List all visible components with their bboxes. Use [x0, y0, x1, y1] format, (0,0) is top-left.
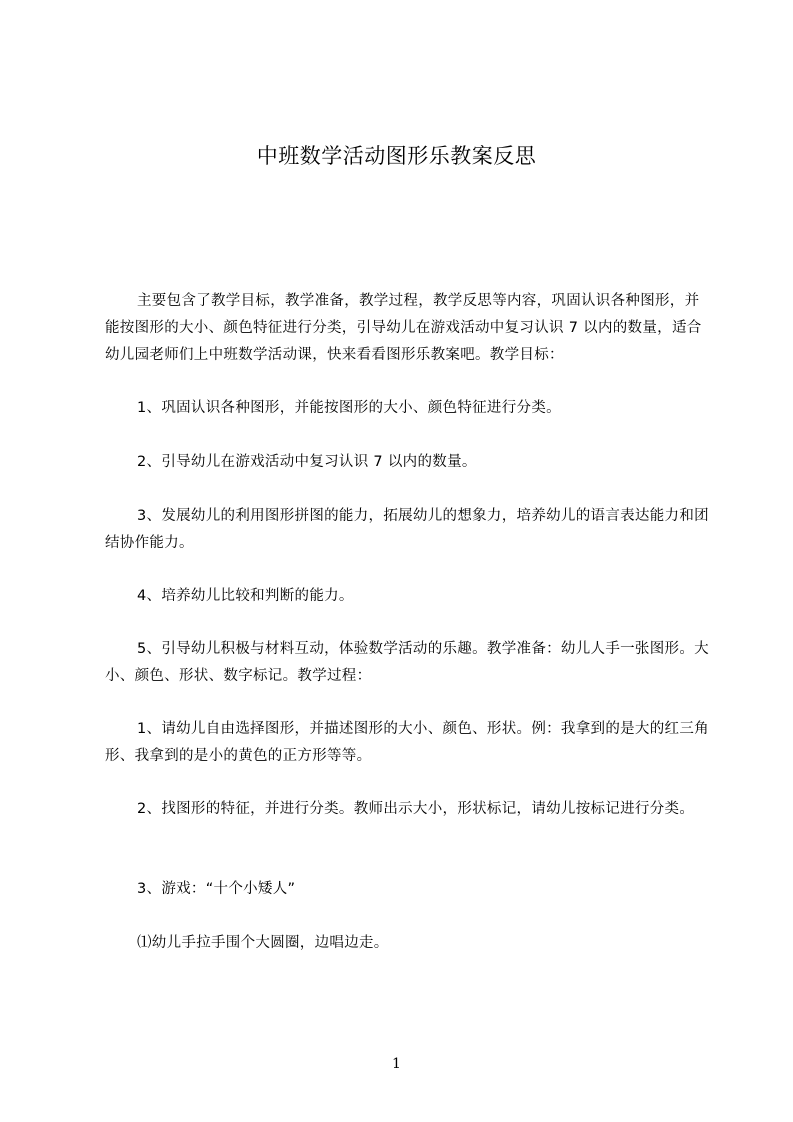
goal-item-4: 4、培养幼儿比较和判断的能力。 [137, 588, 354, 604]
goal-item-1: 1、巩固认识各种图形，并能按图形的大小、颜色特征进行分类。 [137, 400, 561, 416]
page-number: 1 [392, 1056, 401, 1072]
game-step-1: ⑴幼儿手拉手围个大圆圈，边唱边走。 [137, 935, 389, 951]
goal-item-5: 5、引导幼儿积极与材料互动，体验数学活动的乐趣。教学准备：幼儿人手一张图形。大小、颜色、形状、数字标记。教学过程： [105, 641, 709, 684]
document-title: 中班数学活动图形乐教案反思 [256, 144, 537, 168]
goal-item-2: 2、引导幼儿在游戏活动中复习认识 7 以内的数量。 [137, 454, 477, 470]
goal-item-3: 3、发展幼儿的利用图形拼图的能力，拓展幼儿的想象力，培养幼儿的语言表达能力和团结协作能力。 [105, 508, 709, 551]
process-step-1: 1、请幼儿自由选择图形，并描述图形的大小、颜色、形状。例：我拿到的是大的红三角形、我拿到的是小的黄色的正方形等等。 [105, 721, 709, 764]
intro-paragraph: 主要包含了教学目标，教学准备，教学过程，教学反思等内容，巩固认识各种图形，并能按图形的大小、颜色特征进行分类，引导幼儿在游戏活动中复习认识 7 以内的数量，适合幼儿园老师们上中班数学活动课，快来看看图形乐教案吧。教学目标： [105, 293, 702, 363]
process-step-3: 3、游戏：“十个小矮人” [137, 881, 296, 897]
process-step-2: 2、找图形的特征，并进行分类。教师出示大小，形状标记，请幼儿按标记进行分类。 [137, 801, 695, 817]
